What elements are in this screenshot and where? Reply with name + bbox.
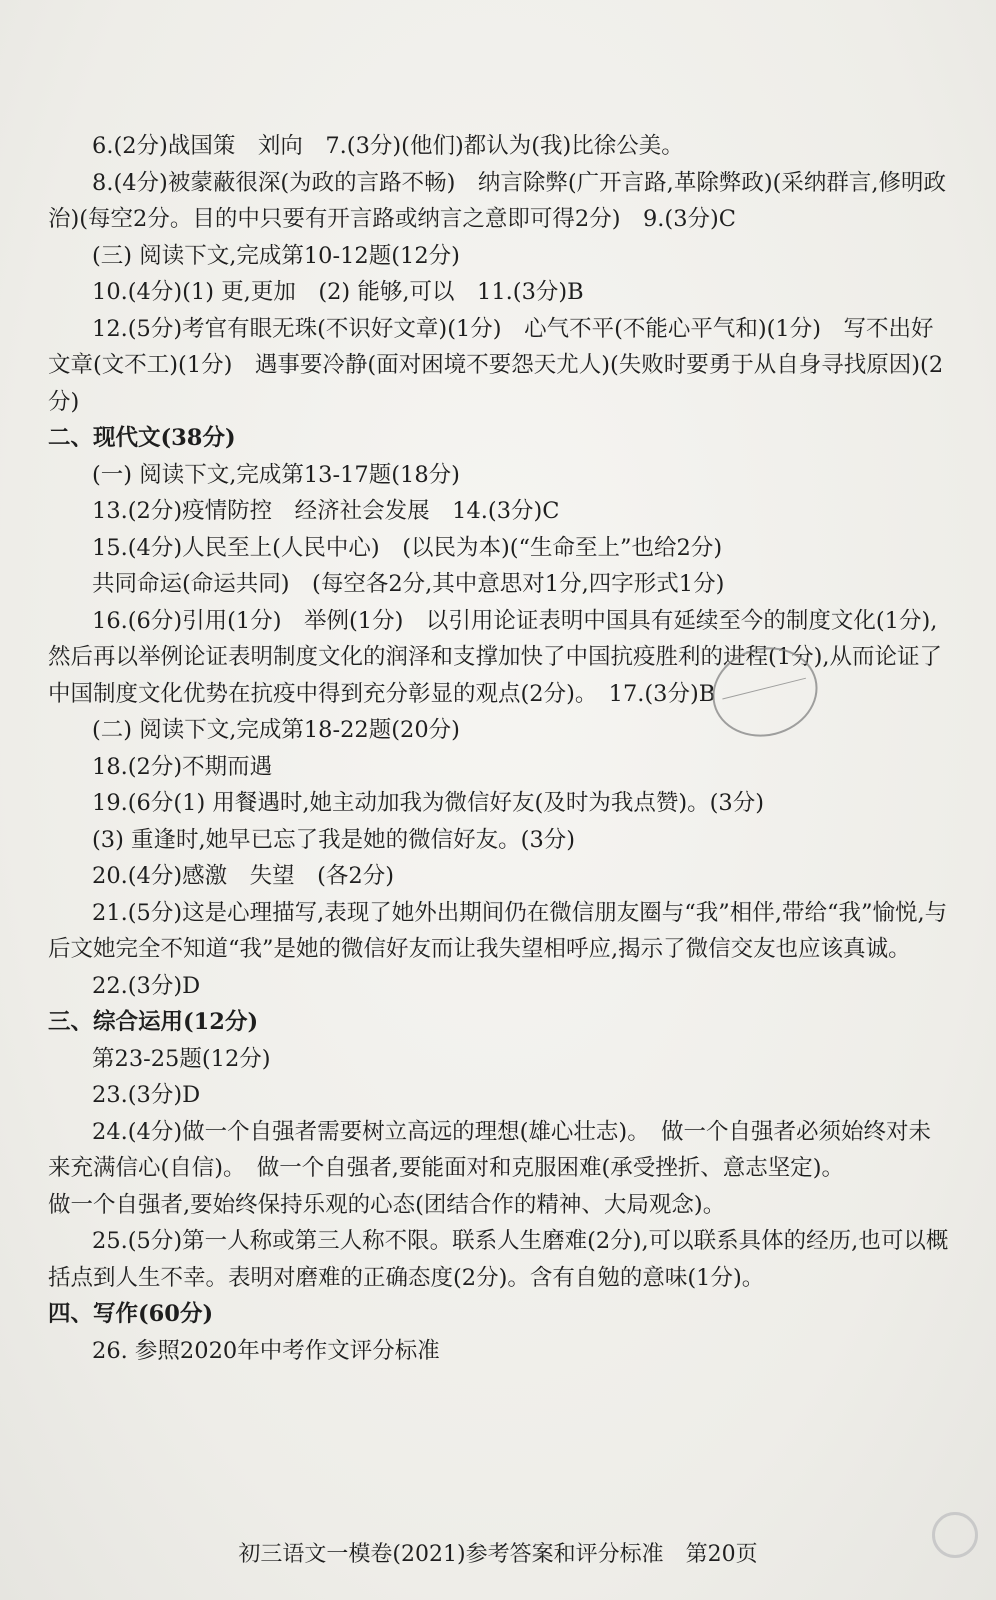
answer-line-19: 19.(6分(1) 用餐遇时,她主动加我为微信好友(及时为我点赞)。(3分) bbox=[92, 790, 764, 816]
answer-line-12: 12.(5分)考官有眼无珠(不识好文章)(1分) 心气不平(不能心平气和)(1分) 写不出好文章(文不工)(1分) 遇事要冷静(面对困境不要怨天尤人)(失败时要勇于从自身寻找原因)(2分) bbox=[48, 315, 944, 415]
answer-line-13-14: 13.(2分)疫情防控 经济社会发展 14.(3分)C bbox=[92, 498, 560, 524]
watermark-logo bbox=[828, 1510, 978, 1588]
answer-line-16-17: 16.(6分)引用(1分) 举例(1分) 以引用论证表明中国具有延续至今的制度文化(1分),然后再以举例论证表明制度文化的润泽和支撑加快了中国抗疫胜利的进程(1分),从而论证了中国制度文化优势在抗疫中得到充分彰显的观点(2分)。 17.(3分)B bbox=[48, 607, 943, 707]
answer-content bbox=[48, 128, 953, 1369]
answer-line-23: 23.(3分)D bbox=[92, 1082, 201, 1108]
watermark-circle-icon bbox=[932, 1512, 978, 1558]
answer-line-24-cont: 做一个自强者,要始终保持乐观的心态(团结合作的精神、大局观念)。 bbox=[48, 1191, 726, 1218]
section-heading-1: (一) 阅读下文,完成第13-17题(18分) bbox=[92, 461, 460, 488]
answer-line-8-9: 8.(4分)被蒙蔽很深(为政的言路不畅) 纳言除弊(广开言路,革除弊政)(采纳群言,修明政治)(每空2分。目的中只要有开言路或纳言之意即可得2分) 9.(3分)C bbox=[48, 169, 947, 232]
section-heading-2: (二) 阅读下文,完成第18-22题(20分) bbox=[92, 717, 460, 743]
answer-line-10-11: 10.(4分)(1) 更,更加 (2) 能够,可以 11.(3分)B bbox=[92, 279, 584, 305]
part-heading-integrated: 三、综合运用(12分) bbox=[48, 1009, 259, 1035]
part-heading-modern: 二、现代文(38分) bbox=[48, 425, 236, 451]
answer-line-21: 21.(5分)这是心理描写,表现了她外出期间仍在微信朋友圈与“我”相伴,带给“我”愉悦,与后文她完全不知道“我”是她的微信好友而让我失望相呼应,揭示了微信交友也应该真诚。 bbox=[48, 899, 948, 962]
section-heading-3: (三) 阅读下文,完成第10-12题(12分) bbox=[92, 242, 460, 269]
answer-line-26: 26. 参照2020年中考作文评分标准 bbox=[92, 1337, 440, 1364]
answer-line-15: 15.(4分)人民至上(人民中心) (以民为本)(“生命至上”也给2分) bbox=[92, 534, 723, 561]
answer-line-18: 18.(2分)不期而遇 bbox=[92, 753, 273, 780]
answer-line-22: 22.(3分)D bbox=[92, 972, 201, 999]
part-heading-writing: 四、写作(60分) bbox=[48, 1301, 214, 1327]
answer-line-15-cont: 共同命运(命运共同) (每空各2分,其中意思对1分,四字形式1分) bbox=[92, 571, 725, 597]
answer-line-25: 25.(5分)第一人称或第三人称不限。联系人生磨难(2分),可以联系具体的经历,也可以概括点到人生不幸。表明对磨难的正确态度(2分)。含有自勉的意味(1分)。 bbox=[48, 1228, 949, 1291]
answer-line-19-cont: (3) 重逢时,她早已忘了我是她的微信好友。(3分) bbox=[92, 826, 576, 853]
answer-line-24: 24.(4分)做一个自强者需要树立高远的理想(雄心壮志)。 做一个自强者必须始终对未来充满信心(自信)。 做一个自强者,要能面对和克服困难(承受挫折、意志坚定)。 bbox=[48, 1118, 931, 1181]
section-heading-23-25: 第23-25题(12分) bbox=[92, 1045, 271, 1072]
page-footer: 初三语文一模卷(2021)参考答案和评分标准 第20页 bbox=[238, 1542, 758, 1567]
answer-line-20: 20.(4分)感激 失望 (各2分) bbox=[92, 863, 395, 889]
answer-line-6-7: 6.(2分)战国策 刘向 7.(3分)(他们)都认为(我)比徐公美。 bbox=[92, 133, 684, 159]
